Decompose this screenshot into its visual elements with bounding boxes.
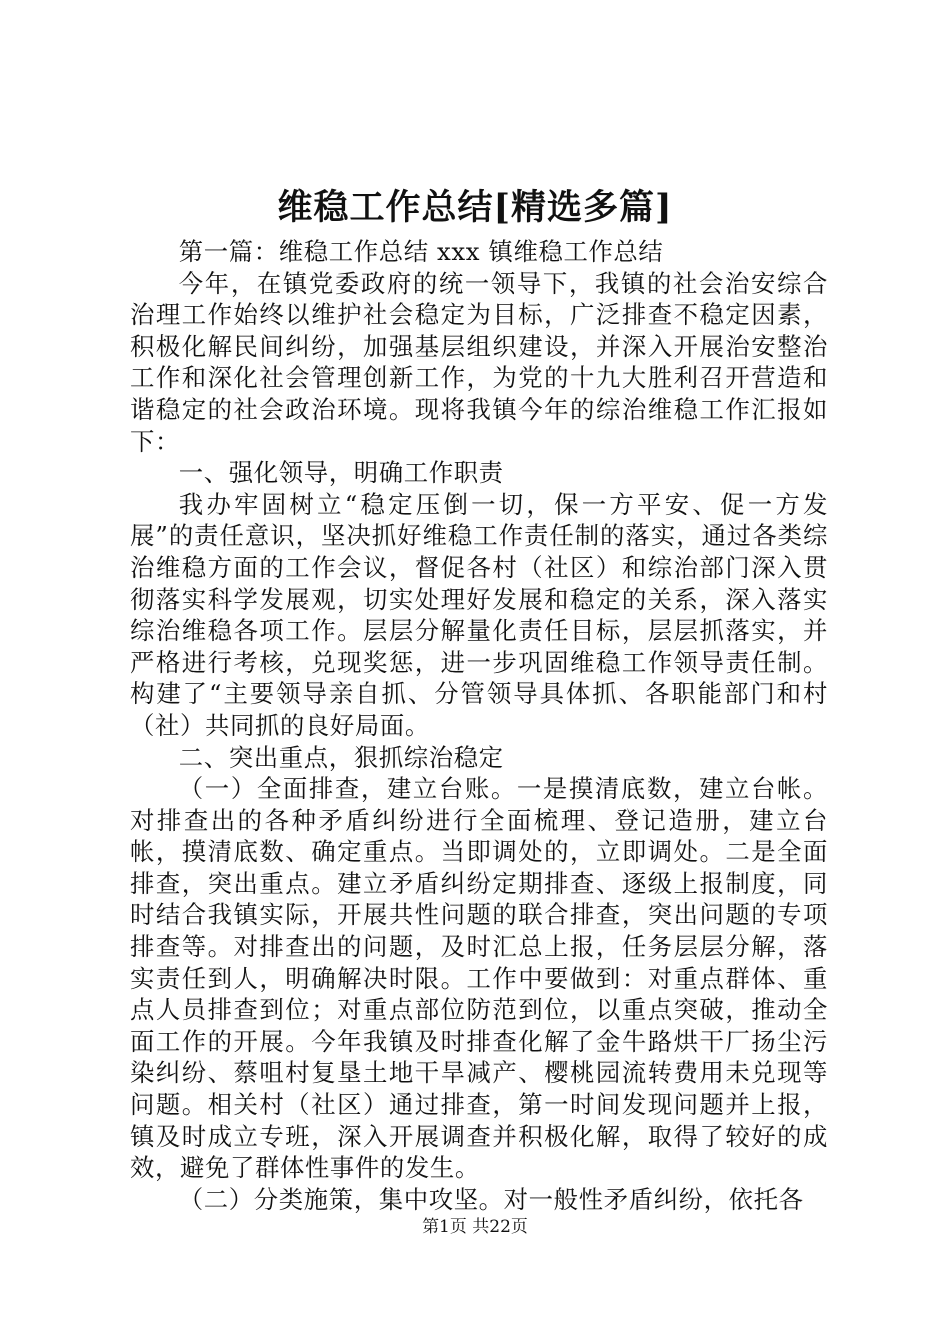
document-body [130, 236, 828, 1215]
page-footer: 第1页 共22页 [422, 1217, 528, 1237]
paragraph-classified-measures: （二）分类施策，集中攻坚。对一般性矛盾纠纷，依托各 [178, 1184, 804, 1214]
paragraph-intro: 今年，在镇党委政府的统一领导下，我镇的社会治安综合治理工作始终以维护社会稳定为目标，广泛排查不稳定因素，积极化解民间纠纷，加强基层组织建设，并深入开展治安整治工作和深化社会管理创新工作，为党的十九大胜利召开营造和谐稳定的社会政治环境。现将我镇今年的综治维稳工作汇报如下： [130, 268, 828, 456]
section-heading-focus: 二、突出重点，狠抓综治稳定 [178, 742, 504, 772]
document-title: 维稳工作总结[精选多篇] [277, 187, 673, 228]
paragraph-leadership: 我办牢固树立“稳定压倒一切，保一方平安、促一方发展”的责任意识，坚决抓好维稳工作责任制的落实，通过各类综治维稳方面的工作会议，督促各村（社区）和综治部门深入贯彻落实科学发展观，切实处理好发展和稳定的关系，深入落实综治维稳各项工作。层层分解量化责任目标，层层抓落实，并严格进行考核，兑现奖惩，进一步巩固维稳工作领导责任制。构建了“主要领导亲自抓、分管领导具体抓、各职能部门和村（社）共同抓的良好局面。 [130, 489, 828, 740]
section-heading-part-one: 第一篇：维稳工作总结 xxx 镇维稳工作总结 [178, 237, 664, 266]
section-heading-leadership: 一、强化领导，明确工作职责 [178, 458, 504, 488]
paragraph-investigation: （一）全面排查，建立台账。一是摸清底数，建立台帐。对排查出的各种矛盾纠纷进行全面梳理、登记造册，建立台帐，摸清底数、确定重点。当即调处的，立即调处。二是全面排查，突出重点。建立矛盾纠纷定期排查、逐级上报制度，同时结合我镇实际，开展共性问题的联合排查，突出问题的专项排查等。对排查出的问题，及时汇总上报，任务层层分解，落实责任到人，明确解决时限。工作中要做到：对重点群体、重点人员排查到位；对重点部位防范到位，以重点突破，推动全面工作的开展。今年我镇及时排查化解了金牛路烘干厂扬尘污染纠纷、蔡咀村复垦土地干旱减产、樱桃园流转费用未兑现等问题。相关村（社区）通过排查，第一时间发现问题并上报，镇及时成立专班，深入开展调查并积极化解，取得了较好的成效，避免了群体性事件的发生。 [130, 774, 828, 1183]
